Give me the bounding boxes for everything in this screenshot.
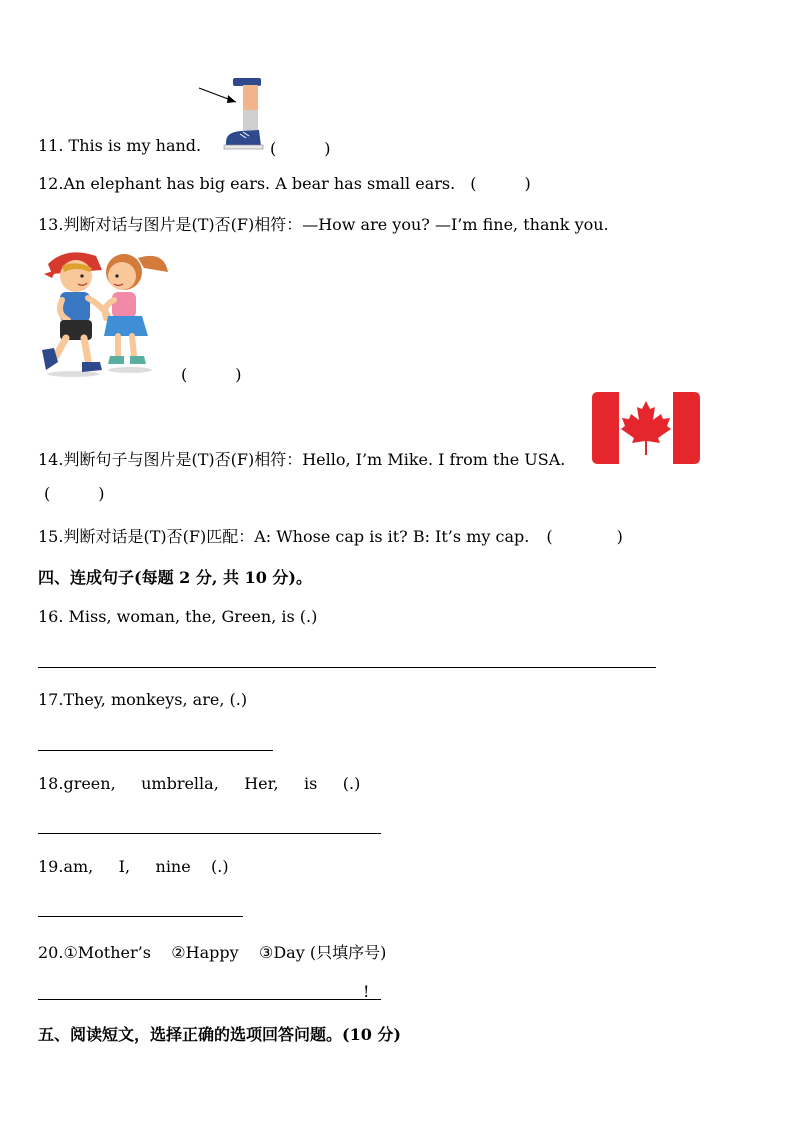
- answer-line-20[interactable]: [38, 999, 381, 1000]
- answer-paren-13[interactable]: ( ): [181, 365, 242, 384]
- answer-paren-11[interactable]: ( ): [270, 139, 331, 158]
- answer-paren-15[interactable]: ( ): [546, 527, 623, 546]
- question-20: 20.①Mother’s ②Happy ③Day (只填序号): [38, 943, 387, 962]
- question-12: [38, 171, 531, 194]
- answer-line-16[interactable]: [38, 667, 656, 668]
- question-18: 18.green, umbrella, Her, is (.): [38, 774, 361, 793]
- answer-line-17[interactable]: [38, 750, 273, 751]
- question-15-text: 15.判断对话是(T)否(F)匹配：A: Whose cap is it? B: It’s my cap.: [38, 527, 530, 546]
- section-4-heading: 四、连成句子(每题 2 分, 共 10 分)。: [38, 568, 312, 587]
- answer-line-18[interactable]: [38, 833, 381, 834]
- question-12-text: 12.An elephant has big ears. A bear has small ears.: [38, 174, 456, 193]
- question-17: 17.They, monkeys, are, (.): [38, 690, 248, 709]
- canada-flag-image: [592, 392, 700, 464]
- section-5-heading: 五、阅读短文，选择正确的选项回答问题。(10 分): [38, 1025, 401, 1044]
- foot-illustration: [196, 76, 268, 154]
- question-16: 16. Miss, woman, the, Green, is (.): [38, 607, 318, 626]
- question-11-text: 11. This is my hand.: [38, 136, 202, 155]
- kids-illustration: [38, 244, 174, 378]
- question-14: 14.判断句子与图片是(T)否(F)相符：Hello, I’m Mike. I from the USA.: [38, 450, 566, 469]
- question-19: 19.am, I, nine (.): [38, 857, 229, 876]
- question-15: [38, 524, 623, 547]
- answer-paren-14[interactable]: ( ): [44, 484, 105, 503]
- exclamation-mark: !: [363, 982, 370, 1001]
- question-13: 13.判断对话与图片是(T)否(F)相符：—How are you? —I’m fine, thank you.: [38, 215, 609, 234]
- question-11: [38, 136, 201, 155]
- answer-line-19[interactable]: [38, 916, 243, 917]
- answer-paren-12[interactable]: ( ): [470, 174, 531, 193]
